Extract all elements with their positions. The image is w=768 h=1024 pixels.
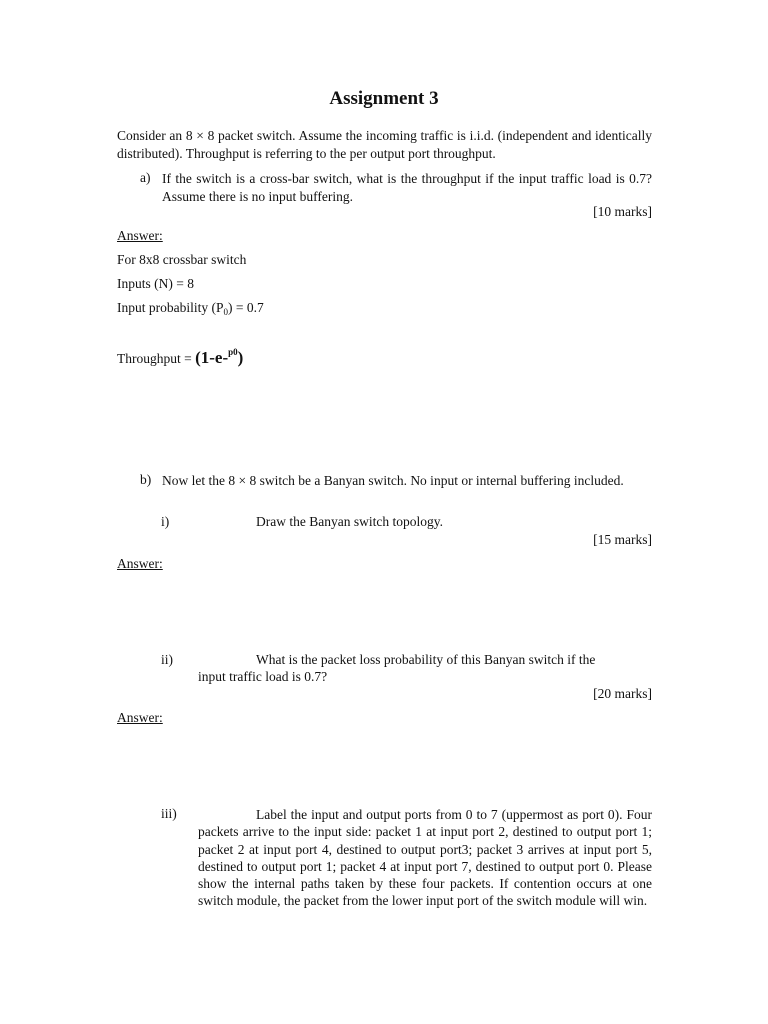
formula-main: (1-e- bbox=[195, 348, 229, 367]
sub-i-answer-label: Answer: bbox=[117, 556, 163, 571]
part-b-label: b) bbox=[140, 472, 152, 487]
throughput-prefix: Throughput = bbox=[117, 351, 196, 366]
part-b-question: Now let the 8 × 8 switch be a Banyan switch. No input or internal buffering included. bbox=[162, 473, 624, 488]
sub-iii-number: iii) bbox=[161, 806, 177, 821]
sub-i-question: Draw the Banyan switch topology. bbox=[256, 514, 443, 529]
sub-ii-marks: [20 marks] bbox=[593, 686, 652, 701]
probability-prefix: Input probability (P bbox=[117, 300, 224, 315]
page-title: Assignment 3 bbox=[329, 88, 439, 109]
sub-i-marks: [15 marks] bbox=[593, 532, 652, 547]
intro-paragraph: Consider an 8 × 8 packet switch. Assume the incoming traffic is i.i.d. (independent and identically distributed). Throughput is referring to the per output port throughput. bbox=[117, 128, 652, 161]
part-a-label: a) bbox=[140, 170, 151, 185]
probability-subscript: 0 bbox=[223, 307, 228, 317]
sub-ii-number: ii) bbox=[161, 652, 173, 667]
throughput-formula bbox=[117, 348, 243, 368]
sub-ii-question-rest: input traffic load is 0.7? bbox=[198, 669, 328, 684]
formula-close: ) bbox=[237, 348, 244, 367]
sub-ii-question-first: What is the packet loss probability of this Banyan switch if the bbox=[256, 652, 596, 667]
part-a-line-probability bbox=[117, 300, 264, 316]
part-a-line-switch: For 8x8 crossbar switch bbox=[117, 252, 247, 267]
probability-suffix: ) = 0.7 bbox=[228, 300, 264, 315]
sub-ii-answer-label: Answer: bbox=[117, 710, 163, 725]
part-a-marks: [10 marks] bbox=[593, 204, 652, 219]
sub-i-number: i) bbox=[161, 514, 170, 529]
part-a-question: If the switch is a cross-bar switch, what is the throughput if the input traffic load is 0.7? Assume there is no input buffering. bbox=[162, 171, 652, 204]
formula-superscript: p0 bbox=[228, 347, 238, 357]
sub-iii-question: Label the input and output ports from 0 to 7 (uppermost as port 0). Four packets arrive to the input side: packet 1 at input port 2, destined to output port 1; packet 2 at input port 4, destined to output port3; packet 3 arrives at input port 5, destined to output port 1; packet 4 at input port 7, destined to output port 0. Please show the internal paths taken by these four packets. If contention occurs at one switch module, the packet from the lower input port of the switch module will win. bbox=[198, 807, 652, 909]
part-a-answer-label: Answer: bbox=[117, 228, 163, 243]
part-a-line-inputs: Inputs (N) = 8 bbox=[117, 276, 194, 291]
